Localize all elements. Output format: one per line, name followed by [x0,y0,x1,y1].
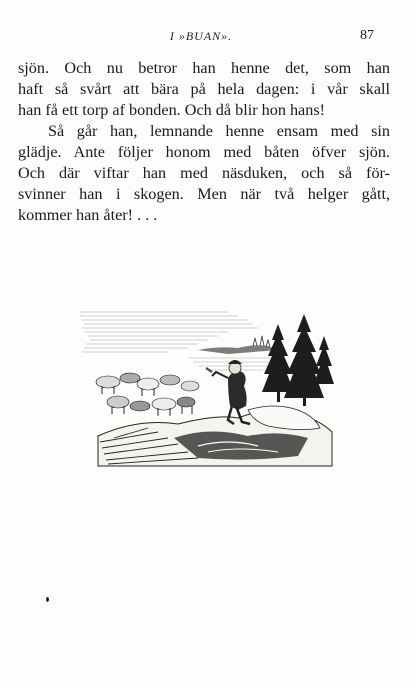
running-title: I »BUAN». [169,29,233,43]
text-line: sjön. Och nu betror han henne det, som han [18,59,390,77]
text-line: kommer han åter! . . . [18,206,158,224]
paragraph-1 [18,58,390,121]
sky-hatching [80,312,258,352]
rocky-ground [98,406,332,466]
text-line: svinner han i skogen. Men när två helger gått, [18,185,390,203]
shepherd-boy [206,360,250,424]
text-line: glädje. Ante följer honom med båten öfver sjön. [18,143,390,161]
running-head [18,29,384,49]
text-line: Så går han, lemnande henne ensam med sin [48,122,390,140]
text-line: haft så svårt att bära på hela dagen: i vår skall [18,80,390,98]
pine-trees [262,314,334,406]
page-number: 87 [360,28,374,43]
engraving-shepherd-boy-with-cattle-icon [78,306,334,472]
paragraph-2 [18,121,390,226]
body-text [18,58,390,226]
distant-treeline [253,336,270,347]
text-line: han få ett torp af bonden. Och då blir hon hans! [18,101,326,119]
cattle-herd [96,373,199,416]
text-line: Och där viftar han med näsduken, och så för- [18,164,390,182]
print-speck [46,597,49,602]
